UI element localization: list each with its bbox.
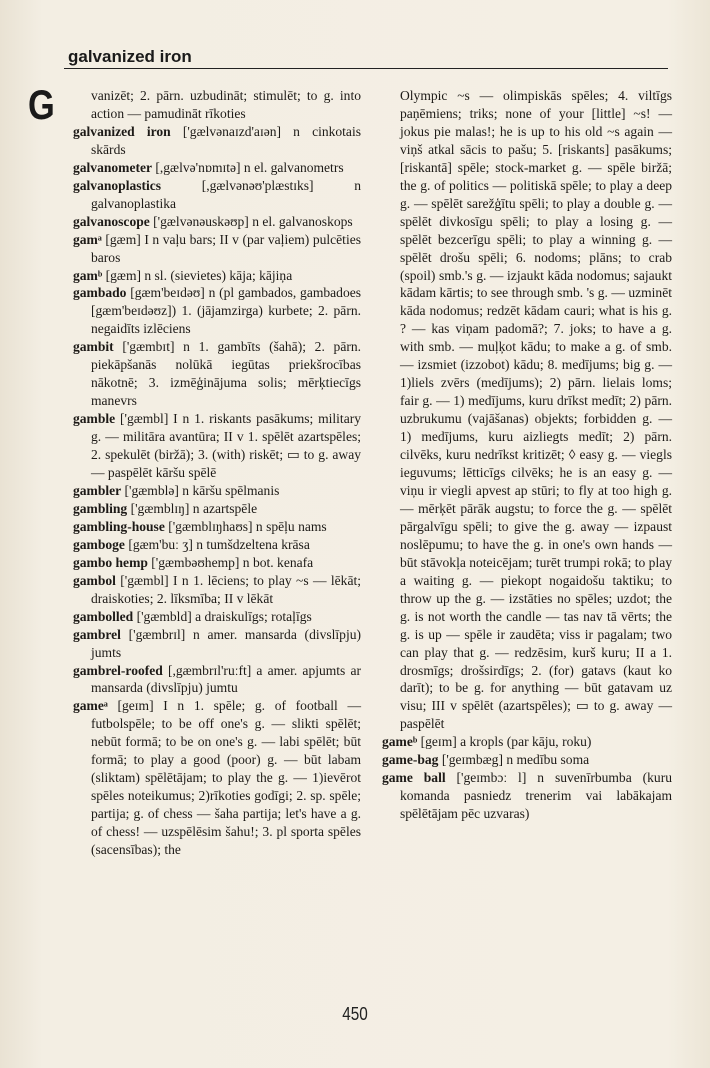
entry-headword: gambrel: [73, 626, 121, 642]
entry-text: [,gælvə'nɒmɪtə] n el. galvanometrs: [152, 159, 344, 175]
entry-text: ['gæmblɪŋ] n azartspēle: [127, 500, 258, 516]
entry-text: [geɪm] I n 1. spēle; g. of football — futbolspēle; to be off one's g. — slikti spēlēt; nebūt formā; to be on one's g. — labi spēlēt; būt formā; to play a good (poor) g. — būt labam (sliktam) spēlētājam; to play the g. — 1)ievērot spēles noteikumus; 2)rīkoties godīgi; 2. sp. spēle; partija; g. of chess — šaha partija; let's have a g. of chess! — uzspēlēsim šahu!; 3. pl sporta spēles (sacensības); the: [91, 698, 361, 858]
entry-headword: game ball: [382, 770, 446, 786]
header-rule: [64, 68, 668, 69]
entry-headword: game-bag: [382, 752, 439, 768]
dictionary-entry: [73, 536, 361, 554]
entry-text: ['geɪmbæg] n medību soma: [438, 752, 590, 768]
dictionary-entry: [73, 518, 361, 536]
entry-text: ['gælvənəuskəʊp] n el. galvanoskops: [149, 213, 353, 229]
entry-headword: galvanoscope: [73, 213, 150, 229]
dictionary-entry: [73, 572, 361, 608]
running-head: galvanized iron: [68, 47, 192, 66]
dictionary-entry: [73, 500, 361, 518]
entry-headword: gamᵇ: [73, 267, 103, 283]
dictionary-entry: [382, 87, 672, 733]
dictionary-entry: [73, 213, 361, 231]
dictionary-entry: [73, 159, 361, 177]
entry-headword: gamᵃ: [73, 231, 102, 247]
entry-text: ['gælvənaɪzd'aɪən] n cinkotais skārds: [91, 123, 361, 157]
entry-headword: gambado: [73, 285, 127, 301]
entry-headword: gamboge: [73, 536, 125, 552]
dictionary-entry: [73, 338, 361, 410]
dictionary-entry: [73, 267, 361, 285]
entry-text: ['gæmblə] n kāršu spēlmanis: [121, 482, 280, 498]
entry-headword: galvanometer: [73, 159, 152, 175]
entry-headword: gambling-house: [73, 518, 165, 534]
entry-headword: gambit: [73, 339, 114, 355]
entry-headword: gambolled: [73, 608, 134, 624]
entry-text: ['gæmbl] I n 1. riskants pasākums; military g. — militāra avantūra; II v 1. spēlēt azartspēles; 2. spekulēt (biržā); 3. (with) riskēt; ▭ to g. away — paspēlēt kāršu spēlē: [91, 411, 361, 481]
page-number: 450: [342, 1004, 368, 1024]
entry-text: [gæm] I n vaļu bars; II v (par vaļiem) pulcēties baros: [91, 231, 361, 265]
entry-text: Olympic ~s — olimpiskās spēles; 4. viltīgs paņēmiens; triks; none of your [little] ~s! — jokus pie malas!; he is up to his old ~s again — viņš atkal sācis to pašu; 5. [riskants] pasākums; [riskantā] spēle; stock-market g. — spēle biržā; the g. of politics — politiskā spēle; to play a deep g. — spēlēt sarežģītu spēli; to play a double g. — spēlēt divkosīgu spēli; to play a losing g. — spēlēt bezcerīgu spēli; to play a winning g. — spēlēt drošu spēli; 6. nodoms; plāns; to crab (spoil) smb.'s g. — izjaukt kāda nodomus; sajaukt kādam kārtis; to see through smb. 's g. — uzminēt kāda nodomus; redzēt kādam cauri; what is his g. ? — kas viņam padomā?; 7. joks; to have a g. with smb. — muļķot kādu; to make a g. of smb. — izsmiet (izzobot) kādu; 8. medījums; big g. — 1)liels zvērs (medījums); 2) pārn. lielais loms; fair g. — 1) medījums, kuru drīkst medīt; 2) pārn. uzbrukumu (vajāšanas) objekts; forbidden g. — 1) medījums, kuru aizliegts medīt; 2) pārn. cilvēks, kuru nedrīkst kritizēt; ◊ easy g. — viegls ieguvums; lētticīgs cilvēks; he is an easy g. — viņu ir viegli apvest ap stūri; to fly at too high g. — mērķēt pārāk augstu; to force the g. — spēlēt pārgalvīgu spēli; to give the g. away — izpaust noslēpumu; to have the g. in one's own hands — būt stāvokļa noteicējam; turēt trumpi rokā; to play a waiting g. — piekopt nogaidošu taktiku; to throw up the g. — izstāties no spēles; uzdot; the g. is not worth the candle — tas nav tā vērts; the g. is up — spēle ir zaudēta; viss ir pagalam; two can play that g. — redzēsim, kurš kuru; II a 1. drosmīgs; drošsirdīgs; 2. (for) gatavs (kaut ko darīt); to be g. for anything — būt gatavam uz visu; III v spēlēt (azartspēles); ▭ to g. away — paspēlēt: [400, 88, 672, 732]
dictionary-entry: [73, 482, 361, 500]
entry-text: [,gæmbrɪl'ruːft] a amer. apjumts ar mansarda (divslīpju) jumtu: [91, 662, 361, 696]
entry-text: [gæm] n sl. (sievietes) kāja; kājiņa: [102, 267, 293, 283]
entry-headword: gambler: [73, 482, 122, 498]
entry-text: ['gæmbl] I n 1. lēciens; to play ~s — lēkāt; draiskoties; 2. līksmība; II v lēkāt: [91, 572, 361, 606]
dictionary-entry: [73, 177, 361, 213]
thumb-index-letter: G: [28, 81, 55, 128]
entry-text: [gæm'buː ʒ] n tumšdzeltena krāsa: [124, 536, 310, 552]
dictionary-entry: [73, 123, 361, 159]
right-column: [382, 87, 672, 823]
entry-headword: gambrel-roofed: [73, 662, 163, 678]
entry-text: vanizēt; 2. pārn. uzbudināt; stimulēt; to g. into action — pamudināt rīkoties: [91, 88, 361, 121]
dictionary-entry: [73, 410, 361, 482]
entry-headword: gamble: [73, 411, 116, 427]
dictionary-entry: [73, 284, 361, 338]
entry-headword: gameᵃ: [73, 698, 108, 714]
dictionary-entry: [73, 87, 361, 123]
entry-text: ['gæmbld] a draiskulīgs; rotaļīgs: [133, 608, 312, 624]
dictionary-entry: [73, 231, 361, 267]
dictionary-entry: [382, 751, 672, 769]
dictionary-entry: [73, 697, 361, 859]
entry-text: [gæm'beɪdəʊ] n (pl gambados, gambadoes [gæm'beɪdəʊz]) 1. (jājamzirga) kurbete; 2. pārn. negaidīts izlēciens: [91, 285, 361, 337]
dictionary-entry: [73, 626, 361, 662]
entry-headword: gameᵇ: [382, 734, 418, 750]
dictionary-entry: [382, 733, 672, 751]
left-column: [73, 87, 361, 859]
entry-headword: gambol: [73, 572, 116, 588]
entry-text: ['gæmblɪŋhaʊs] n spēļu nams: [164, 518, 327, 534]
entry-headword: galvanoplastics: [73, 177, 162, 193]
dictionary-entry: [73, 554, 361, 572]
entry-text: [geɪm] a kropls (par kāju, roku): [417, 734, 592, 750]
entry-text: ['gæmbəʊhemp] n bot. kenafa: [147, 554, 314, 570]
entry-headword: gambling: [73, 500, 128, 516]
dictionary-entry: [382, 769, 672, 823]
entry-text: ['gæmbɪt] n 1. gambīts (šahā); 2. pārn. piekāpšanās nolūkā iegūtas priekšrocības nākotnē; 3. izmēģinājuma solis; mērķtiecīgs manevrs: [91, 339, 361, 409]
entry-headword: gambo hemp: [73, 554, 148, 570]
entry-text: [,gælvənəʊ'plæstɪks] n galvanoplastika: [91, 177, 361, 211]
entry-text: ['gæmbrɪl] n amer. mansarda (divslīpju) jumts: [91, 626, 361, 660]
entry-text: ['geɪmbɔː l] n suvenīrbumba (kuru komanda pasniedz trenerim vai labākajam spēlētājam pēc uzvaras): [400, 770, 672, 822]
dictionary-entry: [73, 662, 361, 698]
entry-headword: galvanized iron: [73, 123, 171, 139]
dictionary-entry: [73, 608, 361, 626]
